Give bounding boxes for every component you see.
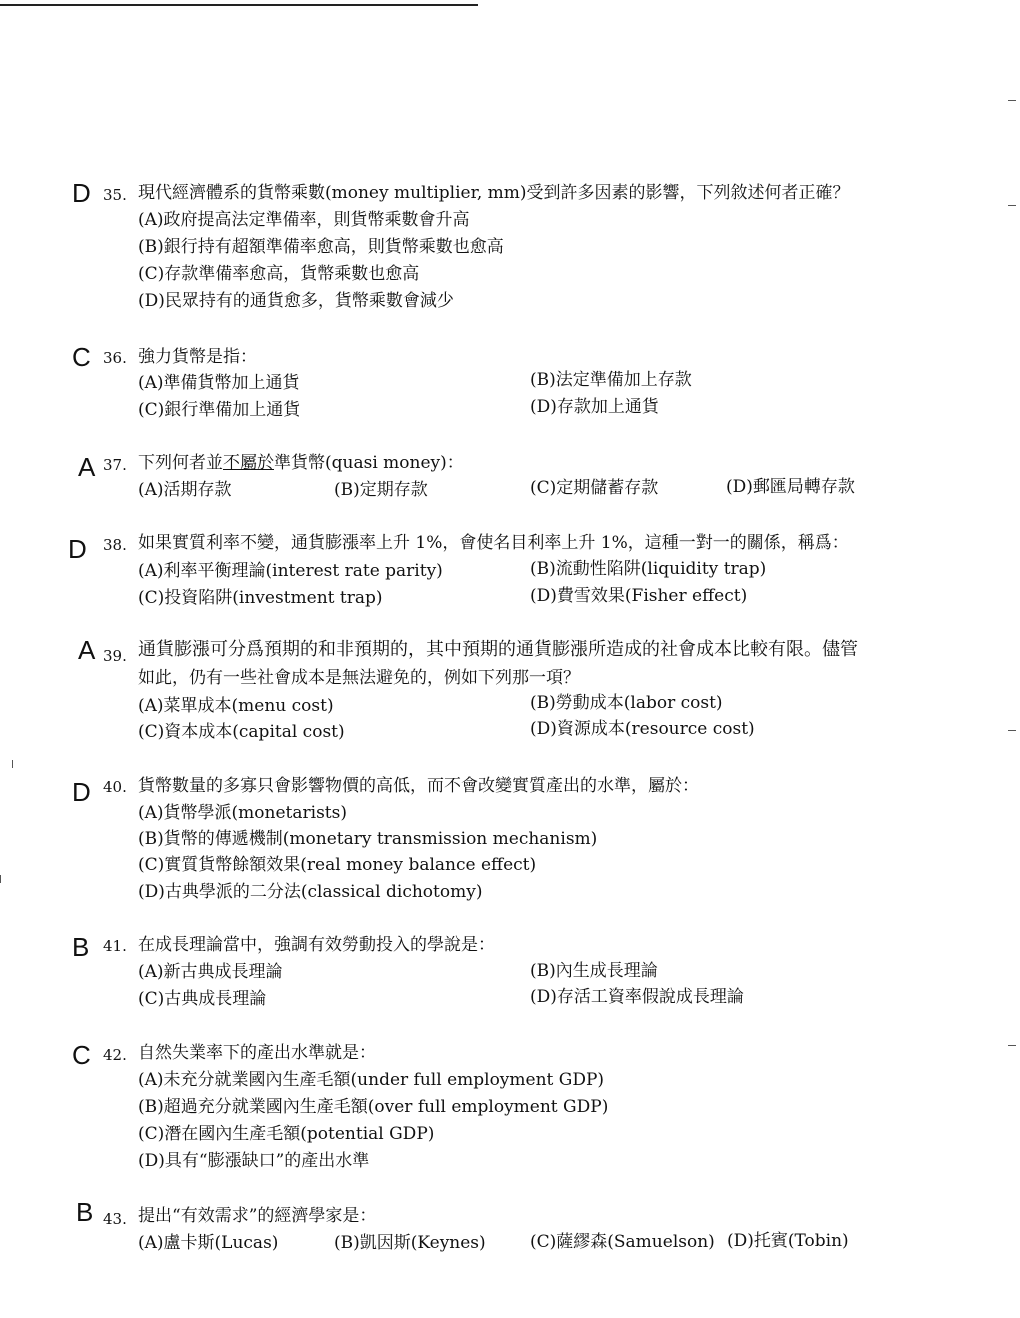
option-b: (B)超過充分就業國內生產毛額(over full employment GDP) — [138, 1097, 609, 1117]
option-b: (B)銀行持有超額準備率愈高，則貨幣乘數也愈高 — [138, 237, 504, 257]
question-stem — [138, 450, 464, 476]
option-c: (C)資本成本(capital cost) — [138, 722, 345, 742]
question-number: 35. — [103, 186, 127, 204]
option-c: (C)投資陷阱(investment trap) — [138, 588, 383, 608]
option-a: (A)新古典成長理論 — [138, 962, 283, 982]
question-stem: 提出“有效需求”的經濟學家是： — [138, 1206, 377, 1226]
question-number: 36. — [103, 349, 127, 367]
answer-mark: C — [72, 1040, 91, 1070]
edge-mark — [1008, 205, 1016, 206]
option-d: (D)具有“膨漲缺口”的產出水準 — [138, 1151, 370, 1171]
option-a: (A)菜單成本(menu cost) — [138, 696, 334, 716]
question-stem: 強力貨幣是指： — [138, 347, 257, 367]
question-stem: 在成長理論當中，強調有效勞動投入的學說是： — [138, 935, 495, 955]
edge-mark — [1008, 1045, 1016, 1046]
option-b: (B)法定準備加上存款 — [530, 370, 692, 390]
option-a: (A)政府提高法定準備率，則貨幣乘數會升高 — [138, 210, 470, 230]
question-stem-line-2: 如此，仍有一些社會成本是無法避免的，例如下列那一項？ — [138, 668, 580, 688]
option-d: (D)郵匯局轉存款 — [726, 477, 855, 497]
top-rule — [0, 4, 478, 6]
option-a: (A)未充分就業國內生產毛額(under full employment GDP) — [138, 1070, 605, 1090]
question-number: 42. — [103, 1046, 127, 1064]
option-d: (D)存活工資率假說成長理論 — [530, 987, 744, 1007]
option-a: (A)貨幣學派(monetarists) — [138, 803, 347, 823]
option-d: (D)托賓(Tobin) — [727, 1231, 849, 1251]
stem-text: 下列何者並 — [138, 453, 223, 473]
question-stem: 現代經濟體系的貨幣乘數(money multiplier, mm)受到許多因素的影響，下列敘述何者正確？ — [138, 183, 850, 203]
option-b: (B)凱因斯(Keynes) — [334, 1233, 486, 1253]
answer-mark: D — [72, 777, 91, 807]
question-number: 37. — [103, 456, 127, 474]
answer-mark: D — [72, 178, 91, 208]
answer-mark: B — [72, 932, 90, 962]
answer-mark: A — [78, 452, 96, 482]
option-a: (A)盧卡斯(Lucas) — [138, 1233, 279, 1253]
option-d: (D)古典學派的二分法(classical dichotomy) — [138, 882, 483, 902]
answer-mark: D — [68, 534, 87, 564]
option-b: (B)勞動成本(labor cost) — [530, 693, 723, 713]
option-c: (C)潛在國內生產毛額(potential GDP) — [138, 1124, 435, 1144]
option-c: (C)銀行準備加上通貨 — [138, 400, 301, 420]
answer-mark: A — [78, 635, 96, 665]
option-b: (B)貨幣的傳遞機制(monetary transmission mechanism) — [138, 829, 598, 849]
question-stem: 貨幣數量的多寡只會影響物價的高低，而不會改變實質產出的水準，屬於： — [138, 776, 699, 796]
option-b: (B)流動性陷阱(liquidity trap) — [530, 559, 767, 579]
option-a: (A)準備貨幣加上通貨 — [138, 373, 300, 393]
option-d: (D)民眾持有的通貨愈多，貨幣乘數會減少 — [138, 291, 454, 311]
question-number: 41. — [103, 937, 127, 955]
question-number: 39. — [103, 647, 127, 665]
answer-mark: B — [76, 1197, 94, 1227]
option-c: (C)定期儲蓄存款 — [530, 478, 659, 498]
option-c: (C)薩繆森(Samuelson) — [530, 1232, 715, 1252]
edge-mark — [12, 760, 13, 768]
edge-mark — [1008, 100, 1016, 101]
option-c: (C)存款準備率愈高，貨幣乘數也愈高 — [138, 264, 420, 284]
edge-mark — [1008, 730, 1016, 731]
option-a: (A)活期存款 — [138, 480, 232, 500]
option-d: (D)存款加上通貨 — [530, 397, 659, 417]
option-c: (C)實質貨幣餘額效果(real money balance effect) — [138, 855, 537, 875]
question-number: 40. — [103, 778, 127, 796]
edge-mark — [0, 875, 1, 883]
question-stem: 自然失業率下的產出水準就是： — [138, 1043, 376, 1063]
question-number: 43. — [103, 1210, 127, 1228]
stem-underlined-text: 不屬於 — [223, 453, 274, 473]
option-b: (B)內生成長理論 — [530, 961, 658, 981]
question-number: 38. — [103, 536, 127, 554]
question-stem: 如果實質利率不變，通貨膨漲率上升 1%，會使名目利率上升 1%，這種一對一的關係，稱爲： — [138, 533, 849, 553]
option-b: (B)定期存款 — [334, 480, 428, 500]
question-stem-line-1: 通貨膨漲可分爲預期的和非預期的，其中預期的通貨膨漲所造成的社會成本比較有限。儘管 — [138, 639, 858, 660]
stem-text: 準貨幣(quasi money)： — [274, 453, 464, 473]
option-c: (C)古典成長理論 — [138, 989, 267, 1009]
option-a: (A)利率平衡理論(interest rate parity) — [138, 561, 443, 581]
option-d: (D)資源成本(resource cost) — [530, 719, 755, 739]
answer-mark: C — [72, 342, 91, 372]
option-d: (D)費雪效果(Fisher effect) — [530, 586, 748, 606]
